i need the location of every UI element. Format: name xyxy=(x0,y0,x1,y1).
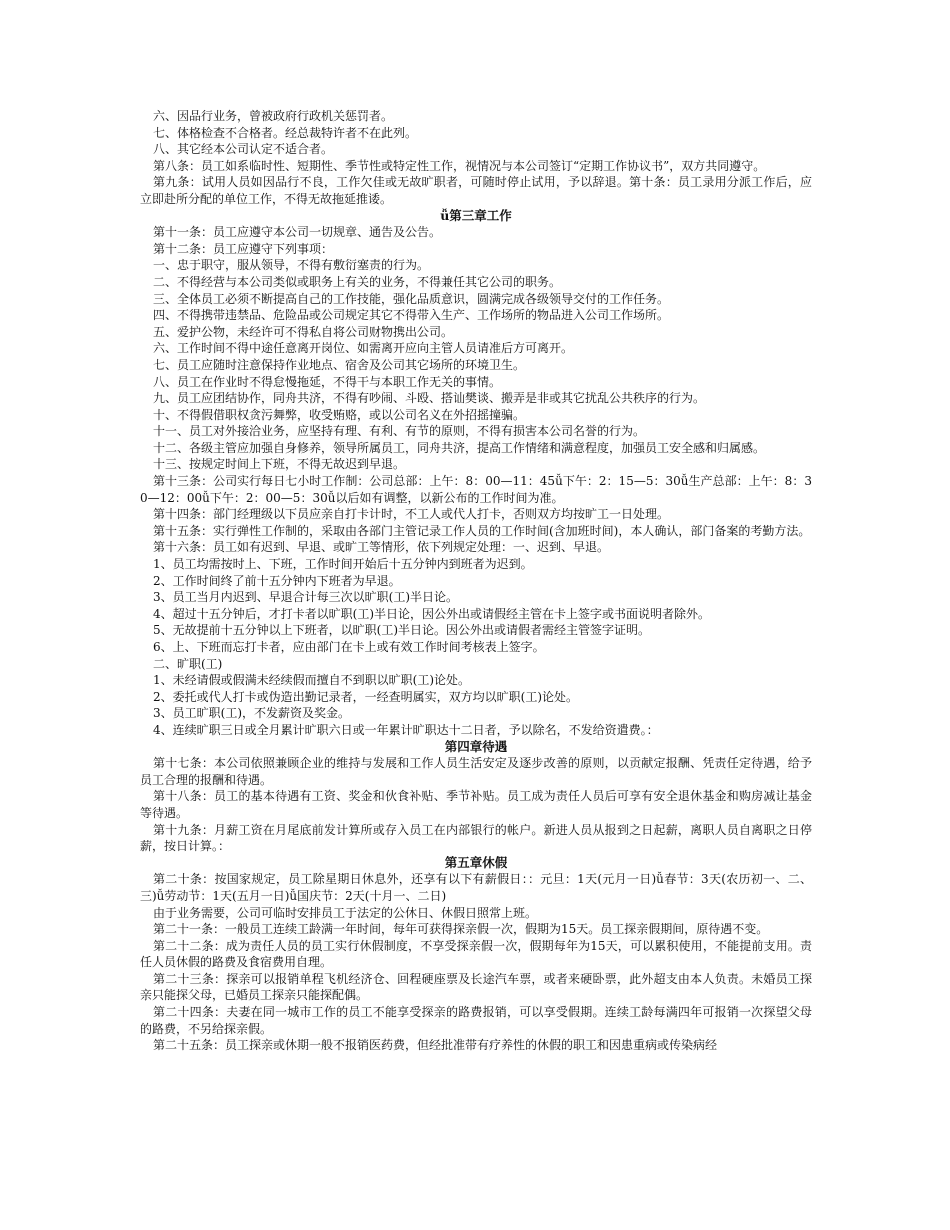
paragraph: 第八条：员工如系临时性、短期性、季节性或特定性工作，视情况与本公司签订“定期工作协议书”，双方共同遵守。 xyxy=(153,158,766,173)
paragraph: 第十四条：部门经理级以下员应亲自打卡计时，不工人或代人打卡，否则双方均按旷工一日处理。 xyxy=(153,507,670,522)
paragraph: 四、不得携带违禁品、危险品或公司规定其它不得带入生产、工作场所的物品进入公司工作场所。 xyxy=(153,308,670,323)
paragraph: 二、旷职(工) xyxy=(153,656,223,671)
paragraph: 第十五条：实行弹性工作制的，采取由各部门主管记录工作人员的工作时间(含加班时间)，本人确认，部门备案的考勤方法。 xyxy=(153,523,811,538)
paragraph: 第二十三条：探亲可以报销单程飞机经济仓、回程硬座票及长途汽车票，或者来硬卧票，此外超支由本人负责。未婚员工探亲只能探父母，已婚员工探亲只能探配偶。 xyxy=(140,971,812,1003)
paragraph: 二、不得经营与本公司类似或职务上有关的业务，不得兼任其它公司的职务。 xyxy=(153,274,562,289)
paragraph: 六、因品行业务，曾被政府行政机关惩罚者。 xyxy=(153,109,394,123)
paragraph: 第十三条：公司实行每日七小时工作制：公司总部：上午：8：00—11：45ǚ下午：2：15—5：30ǚ生产总部：上午：8：30—12：00ǚ下午：2：00—5：30ǚ以后如有调整，以新公布的工作时间为准。 xyxy=(140,474,812,505)
paragraph: 第九条：试用人员如因品行不良，工作欠佳或无故旷职者，可随时停止试用，予以辞退。第十条：员工录用分派工作后，应立即赴所分配的单位工作，不得无故拖延推诿。 xyxy=(140,175,812,206)
paragraph: 由于业务需要，公司可临时安排员工于法定的公休日、休假日照常上班。 xyxy=(153,905,538,920)
chapter-heading: 第四章待遇 xyxy=(444,738,508,754)
paragraph: 第十二条：员工应遵守下列事项： xyxy=(153,241,334,256)
paragraph: 十、不得假借职权贪污舞弊，收受贿赂，或以公司名义在外招摇撞骗。 xyxy=(153,407,526,422)
paragraph: 4、超过十五分钟后，才打卡者以旷职(工)半日论，因公外出或请假经主管在卡上签字或书面说明者除外。 xyxy=(153,606,711,621)
paragraph: 第二十条：按国家规定，员工除星期日休息外，还享有以下有薪假日：：元旦：1天(元月一日)ǚ春节：3天(农历初一、二、三)ǚ劳动节：1天(五月一日)ǚ国庆节：2天(十月一、二日) xyxy=(140,872,812,903)
paragraph: 八、员工在作业时不得怠慢拖延，不得干与本职工作无关的事情。 xyxy=(153,374,502,389)
paragraph: 2、工作时间终了前十五分钟内下班者为早退。 xyxy=(153,573,401,588)
paragraph: 第二十一条：一般员工连续工龄满一年时间，每年可获得探亲假一次，假期为15天。员工探亲假期间，原待遇不变。 xyxy=(153,922,769,937)
paragraph: 1、未经请假或假满未经续假而擅自不到职以旷职(工)论处。 xyxy=(153,673,471,688)
paragraph: 2、委托或代人打卡或伪造出勤记录者，一经查明属实，双方均以旷职(工)论处。 xyxy=(153,689,579,704)
chapter-heading: 第五章休假 xyxy=(444,854,508,870)
paragraph: 第十九条：月薪工资在月尾底前发计算所或存入员工在内部银行的帐户。新进人员从报到之日起薪，离职人员自离职之日停薪，按日计算。： xyxy=(140,822,812,854)
paragraph: 三、全体员工必须不断提高自己的工作技能，强化品质意识，圆满完成各级领导交付的工作任务。 xyxy=(153,291,670,306)
paragraph: 第二十二条：成为责任人员的员工实行休假制度，不享受探亲假一次，假期每年为15天，可以累积使用，不能提前支用。责任人员休假的路费及食宿费用自理。 xyxy=(140,938,812,970)
document-body xyxy=(140,108,812,1054)
paragraph: 第二十五条：员工探亲或休期一般不报销医药费，但经批准带有疗养性的休假的职工和因患重病或传染病经 xyxy=(153,1038,718,1053)
paragraph: 六、工作时间不得中途任意离开岗位、如需离开应向主管人员请准后方可离开。 xyxy=(153,341,574,356)
paragraph: 3、员工当月内迟到、早退合计每三次以旷职(工)半日论。 xyxy=(153,590,459,605)
paragraph: 3、员工旷职(工)，不发薪资及奖金。 xyxy=(153,706,350,721)
paragraph: 第十七条：本公司依照兼顾企业的维持与发展和工作人员生活安定及逐步改善的原则，以贡献定报酬、凭责任定待遇，给予员工合理的报酬和待遇。 xyxy=(140,756,812,787)
paragraph: 十一、员工对外接洽业务，应坚持有理、有利、有节的原则，不得有损害本公司名誉的行为。 xyxy=(153,424,646,439)
paragraph: 第十一条：员工应遵守本公司一切规章、通告及公告。 xyxy=(153,225,442,240)
chapter-heading: ǚ第三章工作 xyxy=(440,207,512,223)
paragraph: 十二、各级主管应加强自身修养，领导所属员工，同舟共济，提高工作情绪和满意程度，加强员工安全感和归属感。 xyxy=(153,440,766,455)
paragraph: 十三、按规定时间上下班，不得无故迟到早退。 xyxy=(153,457,406,472)
paragraph: 1、员工均需按时上、下班，工作时间开始后十五分钟内到班者为迟到。 xyxy=(153,557,533,572)
paragraph: 5、无故提前十五分钟以上下班者，以旷职(工)半日论。因公外出或请假者需经主管签字证明。 xyxy=(153,623,651,638)
paragraph: 九、员工应团结协作，同舟共济，不得有吵闹、斗殴、搭讪樊谈、搬弄是非或其它扰乱公共秩序的行为。 xyxy=(153,391,706,406)
paragraph: 五、爱护公物，未经许可不得私自将公司财物携出公司。 xyxy=(153,324,454,339)
paragraph: 七、员工应随时注意保持作业地点、宿舍及公司其它场所的环境卫生。 xyxy=(153,357,526,372)
paragraph: 第十八条：员工的基本待遇有工资、奖金和伙食补贴、季节补贴。员工成为责任人员后可享有安全退休基金和购房减让基金等待遇。 xyxy=(140,789,812,820)
paragraph: 4、连续旷职三日或全月累计旷职六日或一年累计旷职达十二日者，予以除名，不发给资遣费。： xyxy=(153,722,659,737)
paragraph: 6、上、下班而忘打卡者，应由部门在卡上或有效工作时间考核表上签字。 xyxy=(153,640,545,654)
paragraph: 第二十四条：夫妻在同一城市工作的员工不能享受探亲的路费报销，可以享受假期。连续工龄每满四年可报销一次探望父母的路费，不另给探亲假。 xyxy=(140,1005,812,1036)
paragraph: 第十六条：员工如有迟到、早退、或旷工等情形，依下列规定处理：一、迟到、早退。 xyxy=(153,540,610,555)
paragraph: 七、体格检查不合格者。经总裁特许者不在此列。 xyxy=(153,125,418,140)
paragraph: 八、其它经本公司认定不适合者。 xyxy=(153,142,334,157)
paragraph: 一、忠于职守，服从领导，不得有敷衍塞责的行为。 xyxy=(153,258,430,273)
